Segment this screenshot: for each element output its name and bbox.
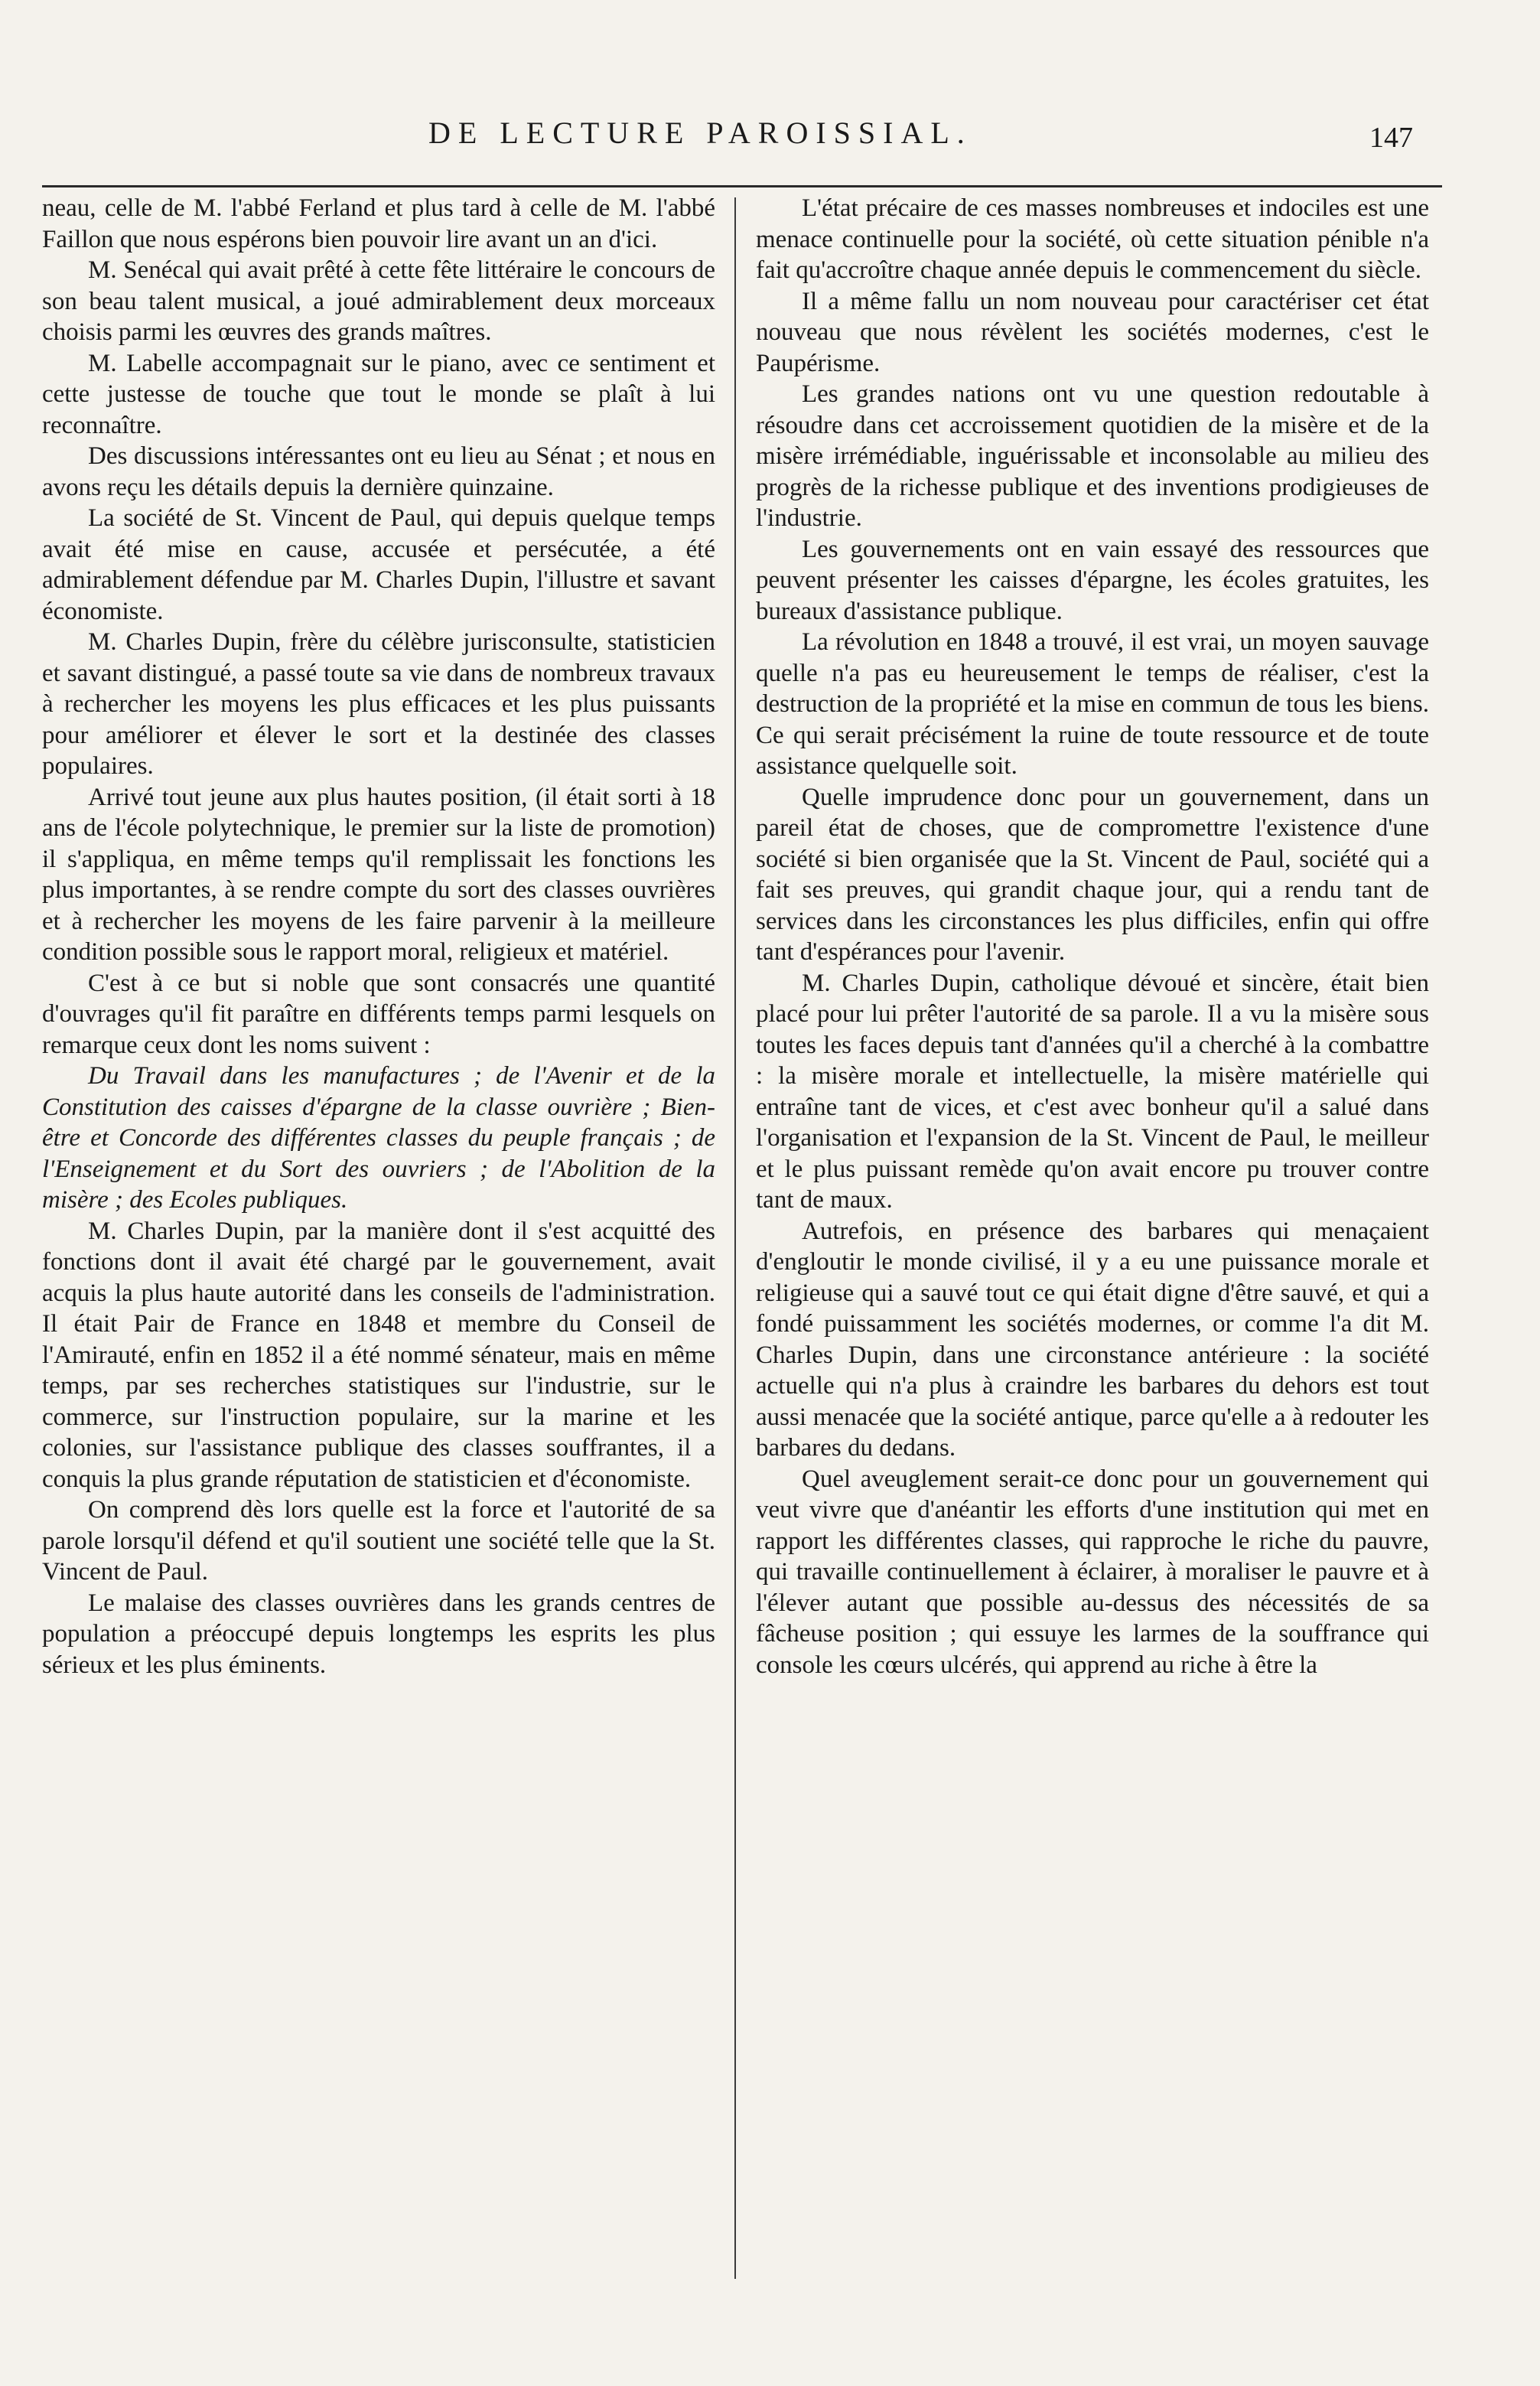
paragraph: Les grandes nations ont vu une question redoutable à résoudre dans cet accroissement quotidien de la misère et de la misère irrémédiable, inguérissable et inconsolable au milieu des progrès de la richesse publique et des inventions prodigieuses de l'industrie. bbox=[756, 380, 1429, 532]
running-title: DE LECTURE PAROISSIAL. bbox=[428, 116, 972, 150]
column-divider bbox=[734, 197, 736, 2279]
paragraph: L'état précaire de ces masses nombreuses et indociles est une menace continuelle pour la société, où cette situation pénible n'a fait qu'accroître chaque année depuis le commencement du siècle. bbox=[756, 194, 1429, 284]
paragraph: Quel aveuglement serait-ce donc pour un gouvernement qui veut vivre que d'anéantir les efforts d'une institution qui met en rapport les différentes classes, qui rapproche le riche du pauvre, qui travaille continuellement à éclairer, à moraliser le pauvre et à l'élever autant que possible au-dessus des nécessités de sa fâcheuse position ; qui essuye les larmes de la souffrance qui console les cœurs ulcérés, qui apprend au riche à être la bbox=[756, 1465, 1429, 1679]
paragraph: M. Charles Dupin, frère du célèbre jurisconsulte, statisticien et savant distingué, a passé toute sa vie dans de nombreux travaux à rechercher les moyens les plus efficaces et les plus puissants pour améliorer et élever le sort et la destinée des classes populaires. bbox=[42, 628, 715, 780]
paragraph: Des discussions intéressantes ont eu lieu au Sénat ; et nous en avons reçu les détails depuis la dernière quinzaine. bbox=[42, 442, 715, 501]
works-list-paragraph: Du Travail dans les manufactures ; de l'Avenir et de la Constitution des caisses d'épargne de la classe ouvrière ; Bien-être et Concorde des différentes classes du peuple français ; de l'Enseignement et du Sort des ouvriers ; de l'Abolition de la misère ; des Ecoles publiques. bbox=[42, 1062, 715, 1214]
paragraph: M. Charles Dupin, par la manière dont il s'est acquitté des fonctions dont il avait été chargé par le gouvernement, avait acquis la plus haute autorité dans les conseils de l'administration. Il était Pair de France en 1848 et membre du Conseil de l'Amirauté, enfin en 1852 il a été nommé sénateur, mais en même temps, par ses recherches statistiques sur l'industrie, sur le commerce, sur l'instruction populaire, sur la marine et les colonies, sur l'assistance publique des classes souffrantes, il a conquis la plus grande réputation de statisticien et d'économiste. bbox=[42, 1217, 715, 1493]
paragraph: C'est à ce but si noble que sont consacrés une quantité d'ouvrages qu'il fit paraître en différents temps parmi lesquels on remarque ceux dont les noms suivent : bbox=[42, 969, 715, 1059]
paragraph: neau, celle de M. l'abbé Ferland et plus tard à celle de M. l'abbé Faillon que nous espérons bien pouvoir lire avant un an d'ici. bbox=[42, 194, 715, 253]
header-rule bbox=[42, 185, 1442, 187]
paragraph: On comprend dès lors quelle est la force et l'autorité de sa parole lorsqu'il défend et qu'il soutient une société telle que la St. Vincent de Paul. bbox=[42, 1496, 715, 1586]
left-column bbox=[42, 193, 715, 1680]
paragraph: La révolution en 1848 a trouvé, il est vrai, un moyen sauvage quelle n'a pas eu heureusement le temps de réaliser, c'est la destruction de la propriété et la mise en commun de tous les biens. Ce qui serait précisément la ruine de toute ressource et de toute assistance quelquelle soit. bbox=[756, 628, 1429, 780]
paragraph: Arrivé tout jeune aux plus hautes position, (il était sorti à 18 ans de l'école polytechnique, le premier sur la liste de promotion) il s'appliqua, en même temps qu'il remplissait les fonctions les plus importantes, à se rendre compte du sort des classes ouvrières et à rechercher les moyens de les faire parvenir à la meilleure condition possible sous le rapport moral, religieux et matériel. bbox=[42, 783, 715, 966]
right-column bbox=[756, 193, 1429, 1680]
page-header bbox=[0, 115, 1540, 168]
paragraph: Les gouvernements ont en vain essayé des ressources que peuvent présenter les caisses d'épargne, les écoles gratuites, les bureaux d'assistance publique. bbox=[756, 535, 1429, 625]
paragraph: Autrefois, en présence des barbares qui menaçaient d'engloutir le monde civilisé, il y a eu une puissance morale et religieuse qui a sauvé tout ce qui était digne d'être sauvé, et qui a fondé puissamment les sociétés modernes, or comme l'a dit M. Charles Dupin, dans une circonstance antérieure : la société actuelle qui n'a plus à craindre les barbares du dehors est tout aussi menacée que la société antique, parce qu'elle a à redouter les barbares du dedans. bbox=[756, 1217, 1429, 1462]
paragraph: Il a même fallu un nom nouveau pour caractériser cet état nouveau que nous révèlent les sociétés modernes, c'est le Paupérisme. bbox=[756, 287, 1429, 377]
paragraph: M. Senécal qui avait prêté à cette fête littéraire le concours de son beau talent musical, a joué admirablement deux morceaux choisis parmi les œuvres des grands maîtres. bbox=[42, 256, 715, 346]
paragraph: M. Charles Dupin, catholique dévoué et sincère, était bien placé pour lui prêter l'autorité de sa parole. Il a vu la misère sous toutes les faces depuis tant d'années qu'il a cherché à la combattre : la misère morale et intellectuelle, la misère matérielle qui entraîne tant de vices, et c'est avec bonheur qu'il a salué dans l'organisation et l'expansion de la St. Vincent de Paul, le meilleur et le plus puissant remède qu'on avait encore pu trouver contre tant de maux. bbox=[756, 969, 1429, 1214]
paragraph: La société de St. Vincent de Paul, qui depuis quelque temps avait été mise en cause, accusée et persécutée, a été admirablement défendue par M. Charles Dupin, l'illustre et savant économiste. bbox=[42, 504, 715, 625]
paragraph: Quelle imprudence donc pour un gouvernement, dans un pareil état de choses, que de compromettre l'existence d'une société si bien organisée que la St. Vincent de Paul, société qui a fait ses preuves, qui grandit chaque jour, qui a rendu tant de services dans les circonstances les plus difficiles, enfin qui offre tant d'espérances pour l'avenir. bbox=[756, 783, 1429, 966]
paragraph: M. Labelle accompagnait sur le piano, avec ce sentiment et cette justesse de touche que tout le monde se plaît à lui reconnaître. bbox=[42, 349, 715, 439]
paragraph: Le malaise des classes ouvrières dans les grands centres de population a préoccupé depuis longtemps les esprits les plus sérieux et les plus éminents. bbox=[42, 1589, 715, 1679]
page-number: 147 bbox=[1369, 122, 1413, 154]
